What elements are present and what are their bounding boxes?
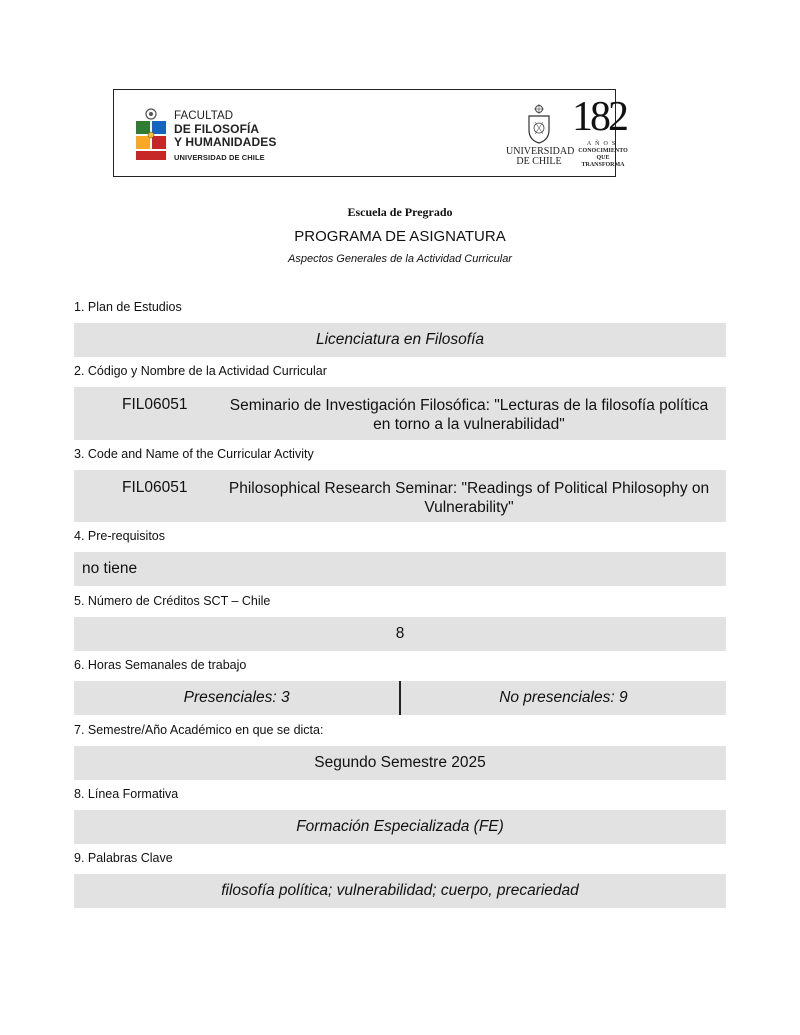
semestre-label: 7. Semestre/Año Académico en que se dicta: <box>74 723 324 737</box>
school-name: Escuela de Pregrado <box>347 205 453 219</box>
university-name: UNIVERSIDAD DE CHILE <box>506 146 575 167</box>
horas-presenciales: Presenciales: 3 <box>183 689 290 706</box>
university-crest-icon <box>526 104 552 144</box>
codigo-box <box>74 387 726 440</box>
anniversary-number: 182 <box>572 94 626 140</box>
code-en-code: FIL06051 <box>122 479 188 496</box>
creditos-label: 5. Número de Créditos SCT – Chile <box>74 594 271 608</box>
prereq-label: 4. Pre-requisitos <box>74 529 166 543</box>
anniversary-tagline: AÑOS CONOCIMIENTO QUE TRANSFORMA <box>578 141 628 168</box>
faculty-name: FACULTAD DE FILOSOFÍA Y HUMANIDADES UNIVERSIDAD DE CHILE <box>174 110 277 162</box>
horas-box <box>74 681 726 715</box>
codigo-label: 2. Código y Nombre de la Actividad Curricular <box>74 364 327 378</box>
code-en-label: 3. Code and Name of the Curricular Activity <box>74 447 314 461</box>
code-en-box <box>74 470 726 522</box>
palabras-label: 9. Palabras Clave <box>74 851 173 865</box>
codigo-name: Seminario de Investigación Filosófica: "Lecturas de la filosofía política en torno a la vulnerabilidad" <box>229 397 709 433</box>
plan-label: 1. Plan de Estudios <box>74 300 182 314</box>
code-en-name: Philosophical Research Seminar: "Readings of Political Philosophy on Vulnerability" <box>228 480 710 516</box>
linea-value: Formación Especializada (FE) <box>74 810 726 844</box>
codigo-code: FIL06051 <box>122 396 188 413</box>
creditos-value: 8 <box>74 617 726 651</box>
plan-value: Licenciatura en Filosofía <box>74 323 726 357</box>
horas-no-presenciales: No presenciales: 9 <box>499 689 628 706</box>
page-subtitle: Aspectos Generales de la Actividad Curricular <box>288 253 512 265</box>
horas-label: 6. Horas Semanales de trabajo <box>74 658 247 672</box>
faculty-crest-icon <box>134 108 168 164</box>
palabras-value: filosofía política; vulnerabilidad; cuerpo, precariedad <box>74 874 726 908</box>
page-title: PROGRAMA DE ASIGNATURA <box>294 228 506 245</box>
linea-label: 8. Línea Formativa <box>74 787 179 801</box>
semestre-value: Segundo Semestre 2025 <box>74 746 726 780</box>
header-banner <box>113 89 628 177</box>
prereq-value: no tiene <box>74 552 726 586</box>
